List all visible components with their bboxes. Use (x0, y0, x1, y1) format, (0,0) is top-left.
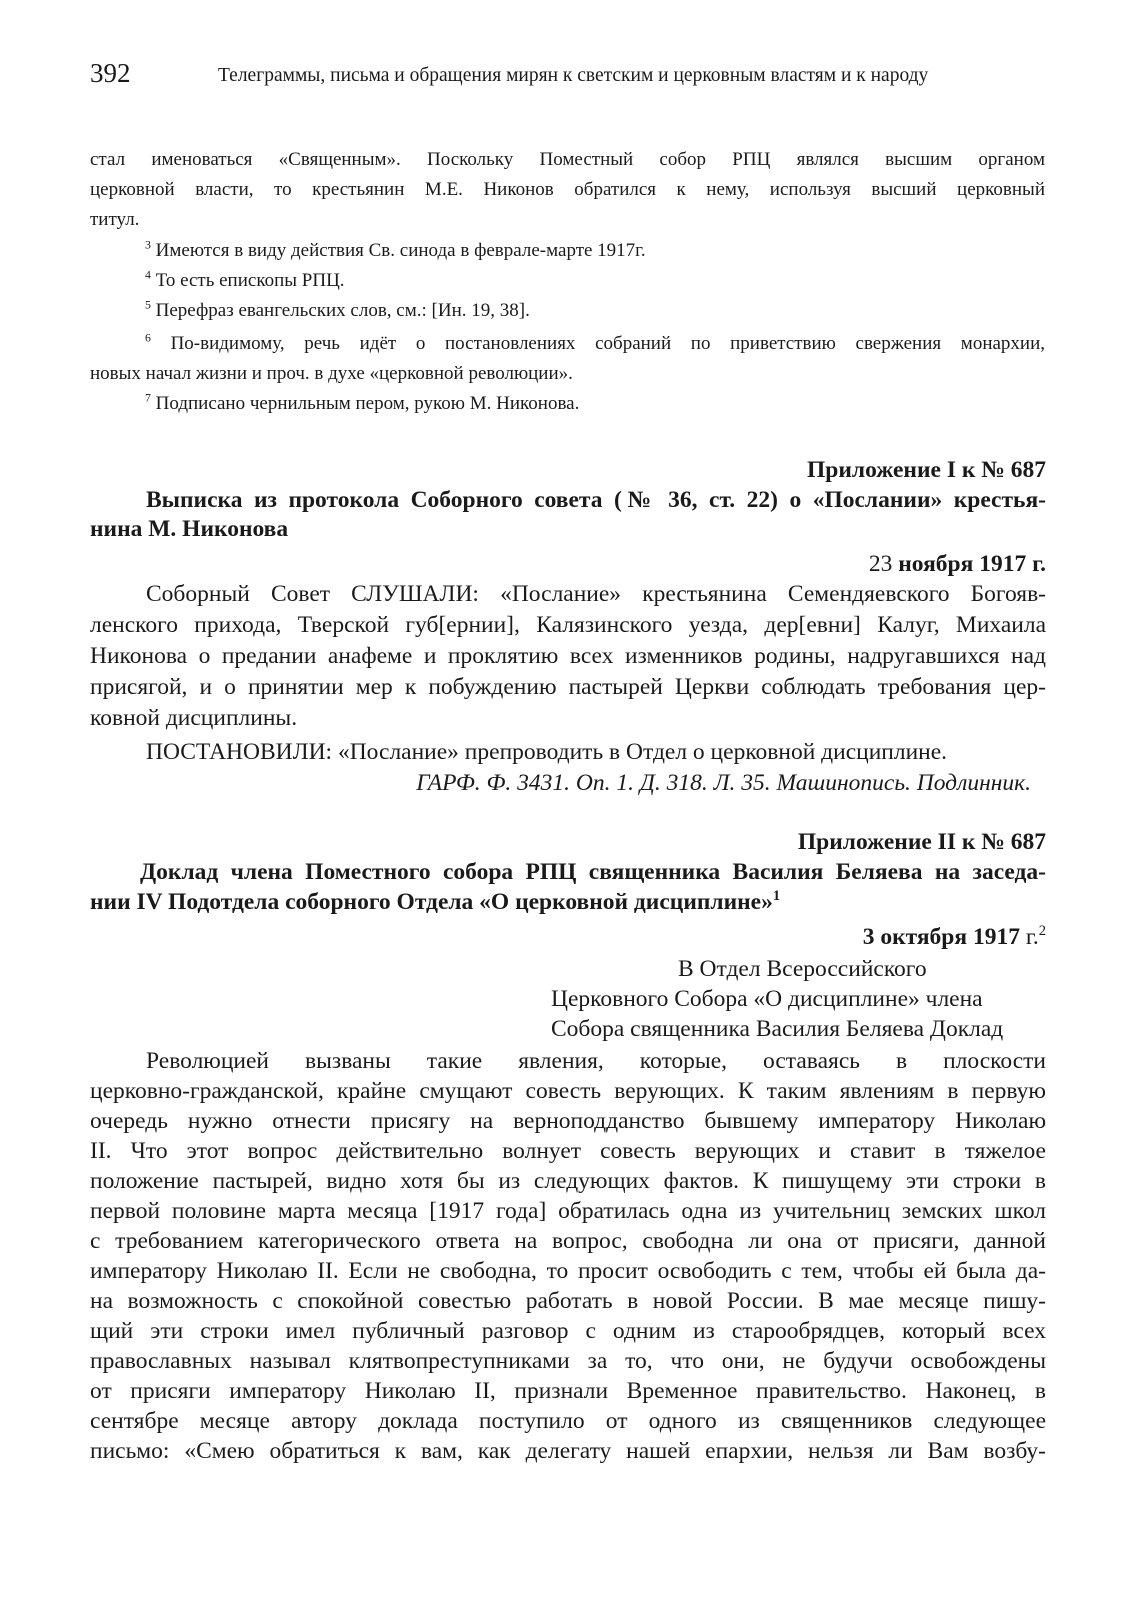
appendix-1-body-line: Никонова о предании анафеме и проклятию всех изменников родины, надругавшихся над (90, 643, 1046, 669)
appendix-2-label: Приложение II к № 687 (797, 829, 1046, 855)
appendix-1-body-line: присягой, и о принятии мер к побуждению пастырей Церкви соблюдать требования цер- (90, 674, 1046, 700)
appendix-1-date (869, 553, 1046, 577)
footnote-continuation-line: стал именоваться «Священным». Поскольку Поместный собор РПЦ являлся высшим органом (90, 149, 1045, 170)
date-text: 3 октября 1917 (862, 924, 1020, 950)
footnote-marker: 3 (145, 238, 151, 252)
footnote-ref: 2 (1038, 923, 1046, 940)
appendix-2-date (862, 923, 1046, 950)
footnote-text: По-видимому, речь идёт о постановлениях собраний по приветствию свержения монархии, (170, 333, 1046, 354)
running-title: Телеграммы, письма и обращения мирян к светским и церковным властям и к народу (218, 65, 929, 86)
footnote-marker: 4 (145, 268, 151, 282)
footnote-marker: 5 (145, 298, 151, 312)
date-suffix: г. (1025, 924, 1039, 950)
appendix-2-body-line: православных называл клятвопреступниками за то, что они, не будучи освобождены (90, 1348, 1046, 1374)
appendix-2-title-text: нии IV Подотдела соборного Отдела «О церковной дисциплине» (90, 889, 773, 915)
footnote-6 (145, 331, 1046, 354)
appendix-2-title-line: Доклад члена Поместного собора РПЦ священника Василия Беляева на заседа- (140, 859, 1046, 885)
footnote-continuation-line: церковной власти, то крестьянин М.Е. Никонов обратился к нему, используя высший церковный (90, 179, 1045, 200)
footnote-3 (145, 238, 646, 261)
appendix-1-label: Приложение I к № 687 (807, 457, 1046, 483)
appendix-2-body-line: письмо: «Смею обратиться к вам, как делегату нашей епархии, нельзя ли Вам возбу- (90, 1438, 1046, 1464)
appendix-1-source: ГАРФ. Ф. 3431. Оп. 1. Д. 318. Л. 35. Машинопись. Подлинник. (416, 770, 1031, 796)
appendix-2-body-line: II. Что этот вопрос действительно волнует совесть верующих и ставит в тяжелое (90, 1138, 1046, 1164)
date-day: 23 (868, 551, 893, 577)
footnote-continuation-line: титул. (90, 209, 140, 230)
footnote-text: Подписано чернильным пером, рукою М. Никонова. (155, 393, 580, 414)
appendix-2-body-line: от присяги императору Николаю II, признали Временное правительство. Наконец, в (90, 1378, 1046, 1404)
appendix-2-body-line: с требованием категорического ответа на вопрос, свободна ли она от присяги, данной (90, 1228, 1046, 1254)
footnote-7 (145, 391, 580, 414)
appendix-2-body-line: щий эти строки имел публичный разговор с одним из старообрядцев, который всех (90, 1318, 1046, 1344)
date-month-year: ноября 1917 г. (898, 551, 1046, 577)
appendix-2-body-line: на возможность с спокойной совестью работать в новой России. В мае месяце пишу- (90, 1288, 1046, 1314)
addressee-line: Церковного Собора «О дисциплине» члена (551, 986, 983, 1012)
footnote-text: Имеются в виду действия Св. синода в феврале-марте 1917г. (155, 240, 646, 261)
addressee-line: Собора священника Василия Беляева Доклад (551, 1016, 1004, 1042)
appendix-2-body-line: первой половине марта месяца [1917 года] обратилась одна из учительниц земских школ (90, 1198, 1046, 1224)
appendix-1-body-line: ленского прихода, Тверской губ[ернии], Калязинского уезда, дер[евни] Калуг, Михаила (90, 612, 1046, 638)
footnote-5 (145, 298, 530, 321)
appendix-2-body-line: Революцией вызваны такие явления, которые, оставаясь в плоскости (146, 1048, 1046, 1074)
footnote-ref: 1 (772, 888, 781, 905)
appendix-1-body-line: ковной дисциплины. (90, 705, 298, 731)
addressee-line: В Отдел Всероссийского (678, 956, 927, 982)
page-number: 392 (90, 58, 131, 88)
appendix-1-resolution: ПОСТАНОВИЛИ: «Послание» препроводить в Отдел о церковной дисциплине. (146, 739, 948, 765)
appendix-2-body-line: положение пастырей, видно хотя бы из следующих фактов. К пишущему эти строки в (90, 1168, 1046, 1194)
appendix-2-title-line (90, 888, 781, 915)
footnote-marker: 6 (145, 331, 151, 345)
appendix-1-title-line: нина М. Никонова (90, 516, 289, 542)
appendix-2-body-line: очередь нужно отнести присягу на верноподданство бывшему императору Николаю (90, 1108, 1046, 1134)
footnote-4 (145, 268, 345, 291)
footnote-text: Перефраз евангельских слов, см.: [Ин. 19, 38]. (155, 300, 530, 321)
appendix-1-body-line: Соборный Совет СЛУШАЛИ: «Послание» крестьянина Семендяевского Богояв- (146, 581, 1046, 607)
footnote-text: То есть епископы РПЦ. (155, 270, 345, 291)
footnote-marker: 7 (145, 391, 151, 405)
appendix-1-title-line: Выписка из протокола Соборного совета (№ 36, ст. 22) о «Послании» крестья- (146, 487, 1046, 513)
appendix-2-body-line: императору Николаю II. Если не свободна, то просит освободить с тем, чтобы ей была да- (90, 1258, 1046, 1284)
appendix-2-body-line: церковно-гражданской, крайне смущают совесть верующих. К таким явлениям в первую (90, 1078, 1046, 1104)
appendix-2-body-line: сентябре месяце автору доклада поступило от одного из священников следующее (90, 1408, 1046, 1434)
footnote-6-cont: новых начал жизни и проч. в духе «церковной революции». (90, 363, 573, 384)
